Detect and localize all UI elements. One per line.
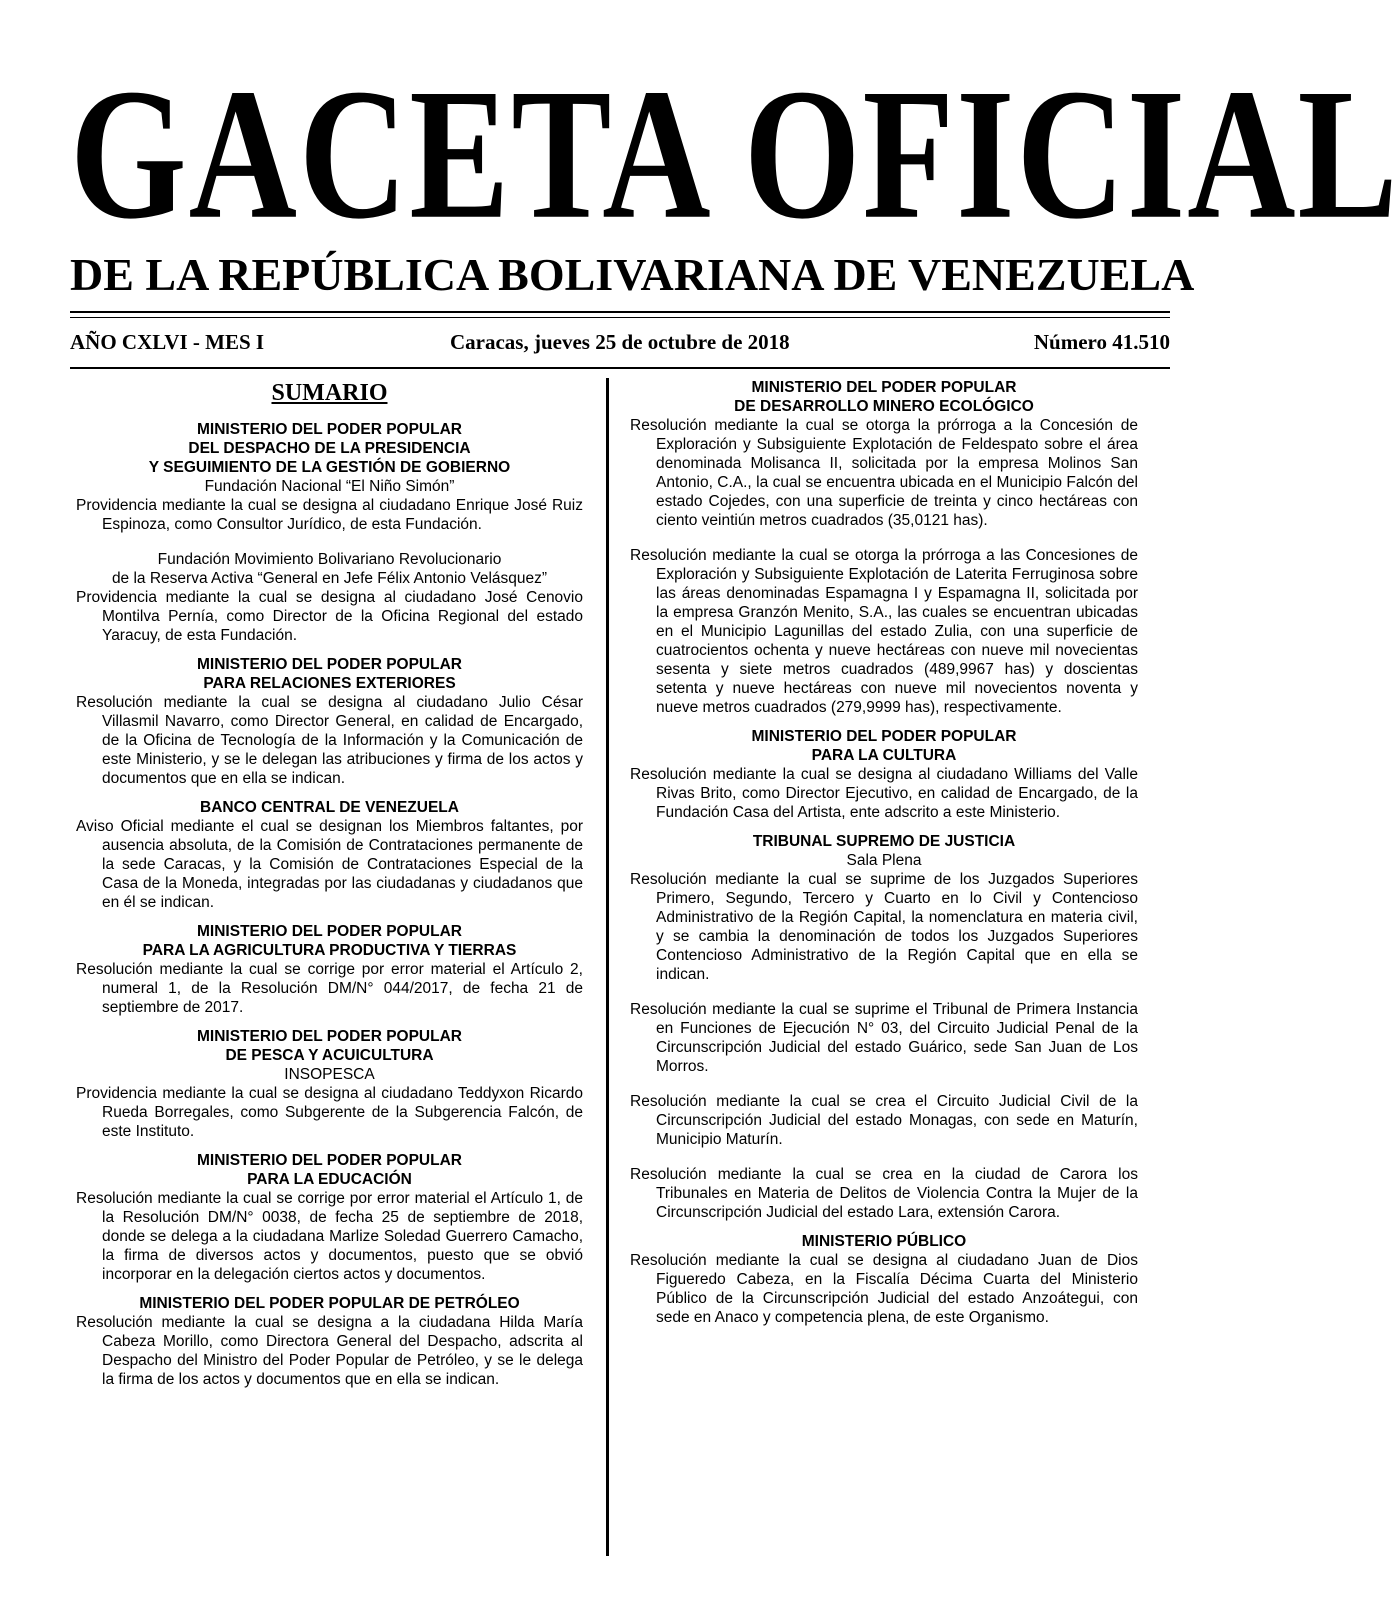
section-subheading: INSOPESCA	[284, 1066, 375, 1083]
header-rule	[70, 311, 1170, 313]
section-subheading: Fundación Movimiento Bolivariano Revolucionario	[157, 551, 502, 568]
section-heading: DE DESARROLLO MINERO ECOLÓGICO	[734, 398, 1034, 415]
summary-entry: Resolución mediante la cual se crea en la ciudad de Carora los Tribunales en Materia de Delitos de Violencia Contra la Mujer de la Circunscripción Judicial del estado Lara, extensión Carora.	[630, 1166, 1138, 1221]
section-cultura	[630, 727, 1138, 822]
summary-entry: Resolución mediante la cual se otorga la prórroga a las Concesiones de Exploración y Subsiguiente Explotación de Laterita Ferruginosa sobre las áreas denominadas Espamagna I y Espamagna II, solicitada por la empresa Granzón Menito, S.A., las cuales se encuentran ubicadas en el Municipio Lagunillas del estado Zulia, con una superficie de cuatrocientos ochenta y nueve hectáreas con nueve mil novecientas sesenta y siete metros cuadrados (489,9967 has) y doscientas setenta y nueve hectáreas con nueve mil novecientos noventa y nueve metros cuadrados (279,9999 has), respectivamente.	[630, 547, 1138, 716]
section-heading: PARA LA CULTURA	[811, 747, 957, 764]
section-heading: PARA LA EDUCACIÓN	[247, 1171, 412, 1188]
summary-entry: Resolución mediante la cual se corrige por error material el Artículo 2, numeral 1, de la Resolución DM/N° 044/2017, de fecha 21 de septiembre de 2017.	[76, 961, 583, 1016]
section-heading: PARA LA AGRICULTURA PRODUCTIVA Y TIERRAS	[142, 942, 517, 959]
sumario-title: SUMARIO	[271, 380, 388, 406]
section-banco-central	[76, 798, 583, 912]
section-heading: TRIBUNAL SUPREMO DE JUSTICIA	[752, 833, 1016, 850]
section-heading: MINISTERIO DEL PODER POPULAR DE PETRÓLEO	[139, 1295, 520, 1312]
section-ministerio-publico	[630, 1232, 1138, 1327]
section-pesca	[76, 1027, 583, 1141]
infobar-rule	[70, 367, 1170, 369]
section-desarrollo-minero	[630, 378, 1138, 717]
section-heading: Y SEGUIMIENTO DE LA GESTIÓN DE GOBIERNO	[148, 459, 511, 476]
section-educacion	[76, 1151, 583, 1284]
section-presidencia	[76, 420, 583, 645]
masthead	[70, 48, 1400, 258]
section-heading: MINISTERIO DEL PODER POPULAR	[197, 923, 462, 940]
section-heading: DEL DESPACHO DE LA PRESIDENCIA	[188, 440, 471, 457]
summary-entry: Resolución mediante la cual se suprime el Tribunal de Primera Instancia en Funciones de Ejecución N° 03, del Circuito Judicial Penal de la Circunscripción Judicial del estado Guárico, sede San Juan de Los Morros.	[630, 1001, 1138, 1075]
section-heading: MINISTERIO DEL PODER POPULAR	[197, 421, 462, 438]
summary-entry: Resolución mediante la cual se designa al ciudadano Williams del Valle Rivas Brito, como Director Ejecutivo, en calidad de Encargado, de la Fundación Casa del Artista, ente adscrito a este Ministerio.	[630, 766, 1138, 821]
section-agricultura	[76, 922, 583, 1017]
section-heading: PARA RELACIONES EXTERIORES	[203, 675, 456, 692]
section-subheading: Fundación Nacional “El Niño Simón”	[204, 478, 455, 495]
section-heading: MINISTERIO DEL PODER POPULAR	[197, 1028, 462, 1045]
summary-entry: Resolución mediante la cual se designa al ciudadano Julio César Villasmil Navarro, como Director General, en calidad de Encargado, de la Oficina de Tecnología de la Información y la Comunicación de este Ministerio, y se le delegan las atribuciones y firma de los actos y documentos que en ella se indican.	[76, 694, 583, 787]
section-heading: BANCO CENTRAL DE VENEZUELA	[200, 799, 459, 816]
section-subheading: Sala Plena	[846, 852, 922, 869]
summary-entry: Providencia mediante la cual se designa al ciudadano Teddyxon Ricardo Rueda Borregales, como Subgerente de la Subgerencia Falcón, de este Instituto.	[76, 1085, 583, 1140]
section-heading: MINISTERIO DEL PODER POPULAR	[197, 1152, 462, 1169]
summary-entry: Resolución mediante la cual se otorga la prórroga a la Concesión de Exploración y Subsiguiente Explotación de Feldespato sobre el área denominada Molisanca II, solicitada por la empresa Molinos San Antonio, C.A., la cual se encuentra ubicada en el Municipio Falcón del estado Cojedes, con una superficie de treinta y cinco hectáreas con ciento veintiún metros cuadrados (35,0121 has).	[630, 417, 1138, 529]
column-divider	[606, 378, 609, 1556]
summary-entry: Aviso Oficial mediante el cual se designan los Miembros faltantes, por ausencia absoluta, de la Comisión de Contrataciones permanente de la sede Caracas, y la Comisión de Contrataciones Especial de la Casa de la Moneda, integradas por las ciudadanas y ciudadanos que en él se indican.	[76, 818, 583, 911]
section-petroleo	[76, 1294, 583, 1389]
summary-entry: Resolución mediante la cual se designa al ciudadano Juan de Dios Figueredo Cabeza, en la Fiscalía Décima Cuarta del Ministerio Público de la Circunscripción Judicial del estado Anzoátegui, con sede en Anaco y competencia plena, de este Organismo.	[630, 1252, 1138, 1326]
left-column	[76, 378, 583, 1399]
summary-entry: Providencia mediante la cual se designa al ciudadano José Cenovio Montilva Pernía, como Director de la Oficina Regional del estado Yaracuy, de esta Fundación.	[76, 589, 583, 644]
section-subheading: de la Reserva Activa “General en Jefe Félix Antonio Velásquez”	[111, 570, 548, 587]
issue-number: Número 41.510	[1033, 330, 1170, 354]
summary-entry: Resolución mediante la cual se corrige por error material el Artículo 1, de la Resolución DM/N° 0038, de fecha 25 de septiembre de 2018, donde se delega a la ciudadana Marlize Soledad Guerrero Camacho, la firma de diversos actos y documentos, puesto que se obvió incorporar en la delegación ciertos actos y documentos.	[76, 1190, 583, 1283]
section-heading: MINISTERIO DEL PODER POPULAR	[751, 728, 1017, 745]
issue-info-bar	[70, 330, 1170, 362]
section-heading: MINISTERIO DEL PODER POPULAR	[197, 656, 462, 673]
header-rule-thin	[70, 317, 1170, 318]
right-column	[630, 378, 1138, 1337]
masthead-subtitle: DE LA REPÚBLICA BOLIVARIANA DE VENEZUELA	[70, 249, 1195, 300]
summary-entry: Providencia mediante la cual se designa al ciudadano Enrique José Ruiz Espinoza, como Consultor Jurídico, de esta Fundación.	[76, 497, 583, 533]
section-heading: MINISTERIO DEL PODER POPULAR	[751, 379, 1017, 396]
issue-year-month: AÑO CXLVI - MES I	[70, 330, 265, 354]
section-tribunal-supremo	[630, 832, 1138, 1222]
section-heading: DE PESCA Y ACUICULTURA	[225, 1047, 434, 1064]
section-relaciones-exteriores	[76, 655, 583, 788]
masthead-title: GACETA OFICIAL	[70, 50, 1400, 258]
summary-entry: Resolución mediante la cual se suprime de los Juzgados Superiores Primero, Segundo, Tercero y Cuarto en lo Civil y Contencioso Administrativo de la Región Capital, la nomenclatura en materia civil, y se cambia la denominación de todos los Juzgados Superiores Contencioso Administrativo de la Región Capital que en ella se indican.	[630, 871, 1138, 983]
section-heading: MINISTERIO PÚBLICO	[801, 1233, 967, 1250]
issue-date: Caracas, jueves 25 de octubre de 2018	[450, 330, 790, 354]
summary-entry: Resolución mediante la cual se crea el Circuito Judicial Civil de la Circunscripción Judicial del estado Monagas, con sede en Maturín, Municipio Maturín.	[630, 1093, 1138, 1148]
summary-entry: Resolución mediante la cual se designa a la ciudadana Hilda María Cabeza Morillo, como Directora General del Despacho, adscrita al Despacho del Ministro del Poder Popular de Petróleo, y se le delega la firma de los actos y documentos que en ella se indican.	[76, 1314, 583, 1388]
